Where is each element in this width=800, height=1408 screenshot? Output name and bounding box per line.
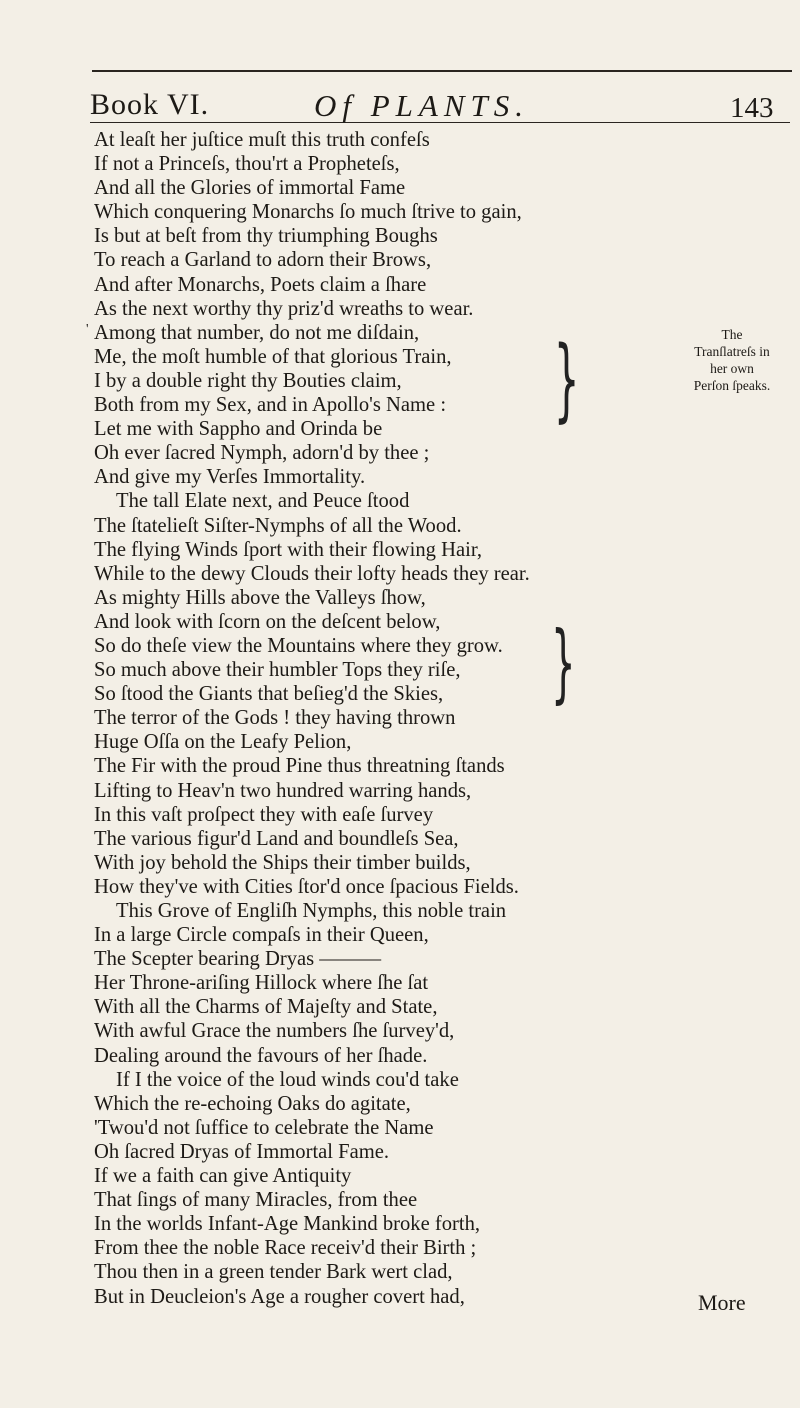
book-label: Book VI. <box>90 88 210 121</box>
poem-line: Oh ever ſacred Nymph, adorn'd by thee ; <box>94 442 430 465</box>
poem-line: Huge Oſſa on the Leafy Pelion, <box>94 731 352 754</box>
poem-line: With awful Grace the numbers ſhe ſurvey'd, <box>94 1020 455 1043</box>
poem-line: Which conquering Monarchs ſo much ſtrive to gain, <box>94 201 522 224</box>
poem-line: How they've with Cities ſtor'd once ſpacious Fields. <box>94 875 519 898</box>
poem-line: From thee the noble Race receiv'd their Birth ; <box>94 1237 477 1260</box>
poem-line: Among that number, do not me diſdain, <box>94 321 420 344</box>
poem-line: The terror of the Gods ! they having thrown <box>94 707 456 730</box>
margin-note: The Tranſlatreſs in her own Perſon ſpeaks. <box>693 327 771 393</box>
poem-line: Is but at beſt from thy triumphing Boughs <box>94 225 438 248</box>
poem-line: Which the re-echoing Oaks do agitate, <box>94 1092 411 1115</box>
poem-line: With all the Charms of Majeſty and State, <box>94 996 438 1019</box>
poem-line: Both from my Sex, and in Apollo's Name : <box>94 394 447 417</box>
catchword: More <box>698 1290 746 1315</box>
poem-line: While to the dewy Clouds their lofty heads they rear. <box>94 562 530 585</box>
poem-line: Let me with Sappho and Orinda be <box>94 418 383 441</box>
running-header <box>90 70 790 123</box>
poem-line: And after Monarchs, Poets claim a ſhare <box>94 273 427 296</box>
poem-line: And look with ſcorn on the deſcent below, <box>94 610 441 633</box>
poem-line: The Scepter bearing Dryas ——— <box>94 948 382 971</box>
poem-line: But in Deucleion's Age a rougher covert had, <box>94 1285 465 1308</box>
poem-line: I by a double right thy Bouties claim, <box>94 369 402 392</box>
poem-line: Oh ſacred Dryas of Immortal Fame. <box>94 1140 390 1163</box>
poem-line: Her Throne-ariſing Hillock where ſhe ſat <box>94 972 429 995</box>
poem-line: So do theſe view the Mountains where they grow. <box>94 634 503 657</box>
poem-line: The various figur'd Land and boundleſs Sea, <box>94 827 459 850</box>
poem-line: In this vaſt proſpect they with eaſe ſurvey <box>94 803 434 826</box>
poem-text <box>86 128 734 1309</box>
section-title: Of PLANTS. <box>314 88 530 123</box>
poem-line: To reach a Garland to adorn their Brows, <box>94 249 432 272</box>
page-number: 143 <box>730 92 774 124</box>
poem-line: The tall Elate next, and Peuce ſtood <box>116 490 410 513</box>
poem-line: If not a Princeſs, thou'rt a Propheteſs, <box>94 153 400 176</box>
poem-line: At leaſt her juſtice muſt this truth confeſs <box>94 129 430 151</box>
poem-line: In the worlds Infant-Age Mankind broke forth, <box>94 1213 481 1236</box>
poem-line: With joy behold the Ships their timber builds, <box>94 851 471 874</box>
poem-line: As mighty Hills above the Valleys ſhow, <box>94 586 426 609</box>
poem-line: In a large Circle compaſs in their Queen, <box>94 924 429 947</box>
poem-line: As the next worthy thy priz'd wreaths to wear. <box>94 297 474 320</box>
poem-line: If we a faith can give Antiquity <box>94 1165 352 1188</box>
poem-line: The ſtatelieſt Siſter-Nymphs of all the Wood. <box>94 514 462 537</box>
poem-line: So much above their humbler Tops they riſe, <box>94 659 461 682</box>
poem-line: So ſtood the Giants that beſieg'd the Skies, <box>94 683 444 706</box>
poem-line: This Grove of Engliſh Nymphs, this noble train <box>116 900 507 922</box>
poem-line: Lifting to Heav'n two hundred warring hands, <box>94 779 472 802</box>
note-mark: ' <box>86 322 89 337</box>
poem-line: Dealing around the favours of her ſhade. <box>94 1044 428 1067</box>
poem-line: If I the voice of the loud winds cou'd take <box>116 1068 459 1091</box>
poem-line: That ſings of many Miracles, from thee <box>94 1189 418 1212</box>
poem-line: And give my Verſes Immortality. <box>94 466 366 489</box>
poem-line: Me, the moſt humble of that glorious Train, <box>94 345 452 368</box>
poem-line: And all the Glories of immortal Fame <box>94 177 406 200</box>
brace-left-1: } <box>553 327 580 432</box>
poem-line: The flying Winds ſport with their flowing Hair, <box>94 538 483 561</box>
poem-line: The Fir with the proud Pine thus threatning ſtands <box>94 755 505 778</box>
poem-line: 'Twou'd not ſuffice to celebrate the Name <box>94 1116 434 1139</box>
poem-line: Thou then in a green tender Bark wert clad, <box>94 1261 453 1284</box>
brace-left-2: } <box>551 613 576 713</box>
